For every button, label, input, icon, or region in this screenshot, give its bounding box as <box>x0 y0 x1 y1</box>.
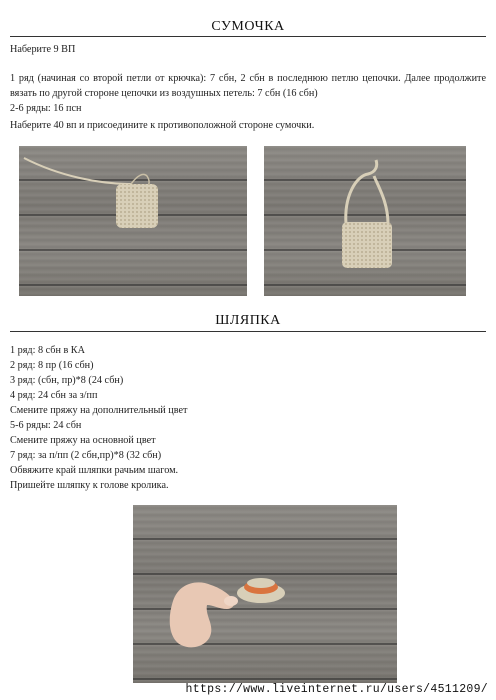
hat-photo-drawing <box>133 505 397 683</box>
section-title-hat: ШЛЯПКА <box>215 313 281 328</box>
instruction-line: Наберите 9 ВП <box>10 44 76 55</box>
instruction-line: Пришейте шляпку к голове кролика. <box>10 480 169 491</box>
instruction-line: Наберите 40 вп и присоедините к противоположной стороне сумочки. <box>10 120 315 131</box>
bag-photo-2 <box>264 146 466 296</box>
hat-instructions <box>10 343 486 493</box>
instruction-line: 1 ряд: 8 сбн в КА <box>10 345 85 356</box>
instruction-line: 3 ряд: (сбн, пр)*8 (24 сбн) <box>10 375 124 386</box>
hat-photo <box>133 505 397 683</box>
instruction-line: 7 ряд: за п/пп (2 сбн,пр)*8 (32 сбн) <box>10 450 162 461</box>
source-url[interactable]: https://www.liveinternet.ru/users/4511209/ <box>185 683 488 696</box>
title-underline <box>10 331 486 332</box>
bag-photo-1 <box>19 146 247 296</box>
instruction-paragraph: 1 ряд (начиная со второй петли от крючка): 7 сбн, 2 сбн в последнюю петлю цепочки. Далее продолжите вязать по другой стороне цепочки из воздушных петель: 7 сбн (16 сбн) <box>10 73 486 99</box>
section-title-bag: СУМОЧКА <box>211 19 285 34</box>
title-underline <box>10 36 486 37</box>
instruction-line: 2-6 ряды: 16 псн <box>10 103 82 114</box>
instruction-line: Смените пряжу на основной цвет <box>10 435 156 446</box>
bag-photo-2-drawing <box>264 146 466 296</box>
instruction-line: 4 ряд: 24 сбн за з/пп <box>10 390 98 401</box>
instruction-line: 5-6 ряды: 24 сбн <box>10 420 82 431</box>
instruction-line: Смените пряжу на дополнительный цвет <box>10 405 188 416</box>
instruction-line: 2 ряд: 8 пр (16 сбн) <box>10 360 94 371</box>
instruction-line: Обвяжите край шляпки рачьим шагом. <box>10 465 179 476</box>
bag-photo-1-drawing <box>19 146 247 296</box>
